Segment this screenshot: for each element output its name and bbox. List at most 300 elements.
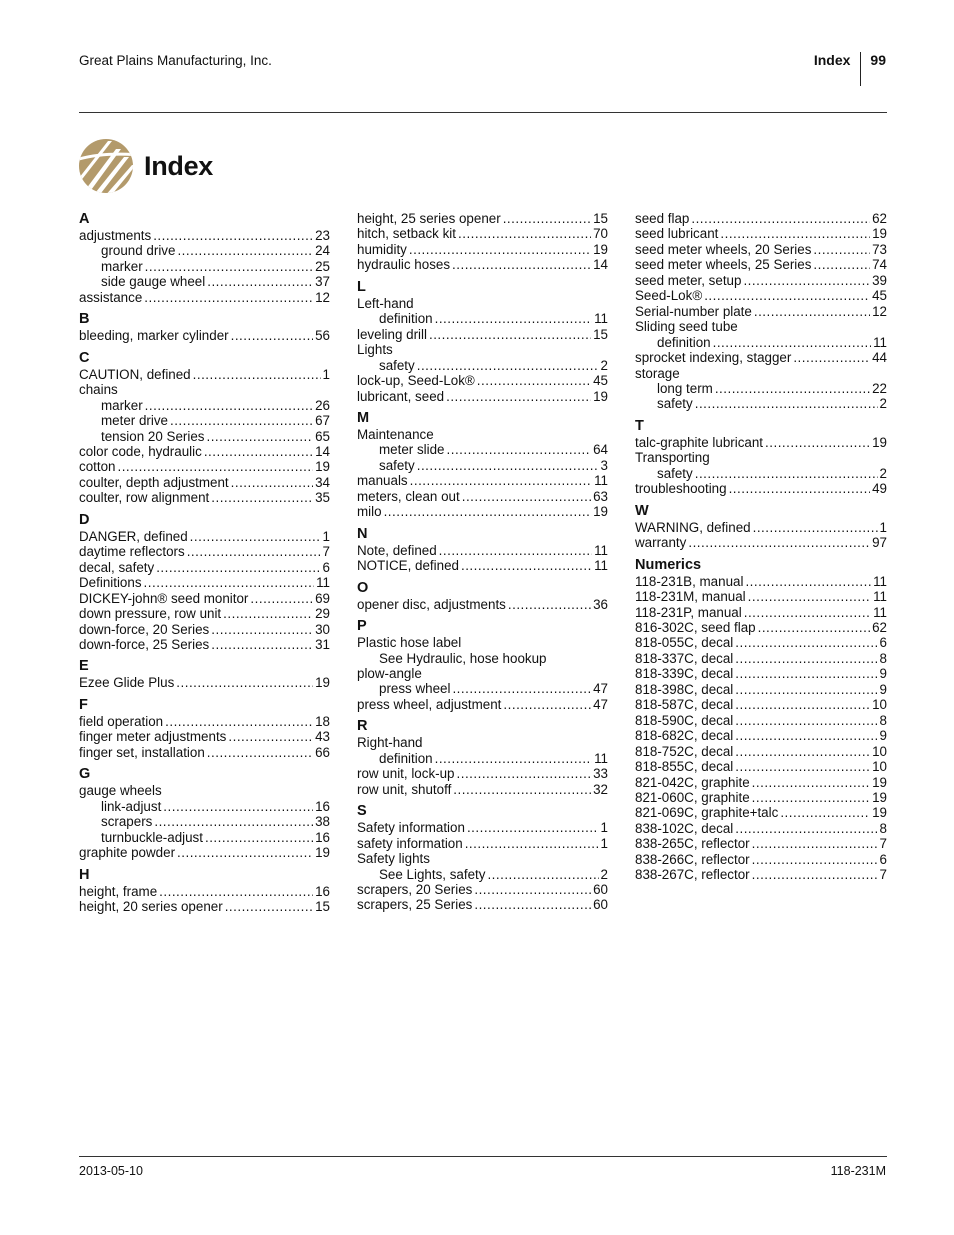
dot-leader bbox=[743, 273, 870, 288]
index-page-ref: 19 bbox=[593, 241, 608, 257]
index-term: Definitions bbox=[79, 575, 142, 591]
dot-leader bbox=[170, 413, 313, 428]
dot-leader bbox=[193, 367, 321, 382]
index-page-ref: 1 bbox=[322, 366, 330, 382]
index-page-ref: 19 bbox=[872, 789, 887, 805]
index-entry bbox=[79, 328, 330, 343]
section-name: Index bbox=[813, 52, 851, 68]
index-entry bbox=[635, 836, 887, 851]
dot-leader bbox=[117, 459, 313, 474]
dot-leader bbox=[206, 429, 313, 444]
index-page-ref: 69 bbox=[315, 590, 330, 606]
index-entry bbox=[635, 620, 887, 635]
title-block bbox=[78, 137, 213, 195]
index-subentry bbox=[79, 799, 330, 814]
index-page-ref: 11 bbox=[873, 604, 887, 620]
dot-leader bbox=[447, 442, 592, 457]
index-term: DANGER, defined bbox=[79, 528, 188, 544]
index-entry bbox=[79, 444, 330, 459]
dot-leader bbox=[735, 744, 870, 759]
index-subentry bbox=[79, 429, 330, 444]
index-page-ref: 62 bbox=[872, 211, 887, 226]
index-letter-heading: D bbox=[79, 511, 90, 528]
index-term: hydraulic hoses bbox=[357, 257, 451, 273]
index-page-ref: 11 bbox=[594, 558, 608, 574]
index-page-ref: 63 bbox=[593, 488, 608, 504]
index-term: milo bbox=[357, 504, 382, 520]
index-term: meters, clean out bbox=[357, 488, 460, 504]
index-term: row unit, lock-up bbox=[357, 766, 455, 782]
index-term: finger meter adjustments bbox=[79, 729, 227, 745]
index-subentry bbox=[357, 458, 608, 473]
index-term: height, 25 series opener bbox=[357, 211, 501, 226]
index-entry bbox=[357, 882, 608, 897]
dot-leader bbox=[752, 836, 878, 851]
index-page-ref: 8 bbox=[879, 650, 887, 666]
index-page-ref: 6 bbox=[879, 851, 887, 867]
dot-leader bbox=[154, 814, 313, 829]
index-entry bbox=[635, 535, 887, 550]
index-entry bbox=[357, 226, 608, 241]
index-topic bbox=[635, 366, 887, 381]
dot-leader bbox=[691, 211, 870, 226]
index-page-ref: 7 bbox=[879, 867, 887, 883]
index-entry bbox=[635, 350, 887, 365]
index-entry bbox=[79, 729, 330, 744]
dot-leader bbox=[813, 242, 870, 257]
index-page-ref: 24 bbox=[315, 243, 330, 259]
index-page-ref: 7 bbox=[322, 544, 330, 560]
index-subentry bbox=[79, 814, 330, 829]
index-term: talc-graphite lubricant bbox=[635, 434, 764, 450]
index-entry bbox=[357, 820, 608, 835]
index-entry bbox=[79, 560, 330, 575]
dot-leader bbox=[144, 290, 313, 305]
index-term: graphite powder bbox=[79, 845, 176, 861]
index-entry bbox=[357, 389, 608, 404]
dot-leader bbox=[145, 259, 313, 274]
index-term: 838-102C, decal bbox=[635, 820, 734, 836]
index-entry bbox=[635, 682, 887, 697]
dot-leader bbox=[474, 882, 591, 897]
index-page-ref: 26 bbox=[315, 397, 330, 413]
dot-leader bbox=[156, 560, 320, 575]
index-term: decal, safety bbox=[79, 559, 155, 575]
index-letter-heading: Numerics bbox=[635, 556, 702, 573]
dot-leader bbox=[435, 751, 592, 766]
index-subentry bbox=[635, 396, 887, 411]
index-term: warranty bbox=[635, 535, 687, 551]
index-term: Safety lights bbox=[357, 851, 430, 867]
index-term: seed lubricant bbox=[635, 226, 719, 242]
dot-leader bbox=[409, 242, 591, 257]
dot-leader bbox=[446, 389, 591, 404]
index-column-2 bbox=[357, 211, 608, 913]
index-entry bbox=[357, 257, 608, 272]
index-entry bbox=[79, 845, 330, 860]
index-term: CAUTION, defined bbox=[79, 366, 191, 382]
index-entry bbox=[79, 745, 330, 760]
index-page-ref: 8 bbox=[879, 820, 887, 836]
dot-leader bbox=[204, 444, 313, 459]
dot-leader bbox=[211, 490, 313, 505]
index-page-ref: 2 bbox=[600, 357, 608, 373]
index-term: finger set, installation bbox=[79, 744, 205, 760]
index-letter-heading: W bbox=[635, 502, 649, 519]
index-page-ref: 39 bbox=[872, 272, 887, 288]
index-column-3 bbox=[635, 211, 887, 883]
index-term: 818-398C, decal bbox=[635, 681, 734, 697]
dot-leader bbox=[384, 504, 592, 519]
index-subentry bbox=[635, 335, 887, 350]
footer-rule bbox=[79, 1156, 887, 1157]
dot-leader bbox=[745, 574, 871, 589]
index-page-ref: 11 bbox=[873, 589, 887, 605]
index-page-ref: 14 bbox=[315, 443, 330, 459]
index-term: 838-266C, reflector bbox=[635, 851, 750, 867]
index-page-ref: 15 bbox=[593, 211, 608, 226]
index-term: 818-590C, decal bbox=[635, 712, 734, 728]
index-term: long term bbox=[657, 380, 713, 396]
dot-leader bbox=[753, 520, 878, 535]
index-term: 838-265C, reflector bbox=[635, 836, 750, 852]
index-term: opener disc, adjustments bbox=[357, 596, 506, 612]
index-letter-heading: F bbox=[79, 696, 88, 713]
index-entry bbox=[357, 597, 608, 612]
index-term: scrapers bbox=[101, 814, 153, 830]
dot-leader bbox=[159, 884, 313, 899]
index-entry bbox=[635, 697, 887, 712]
index-page-ref: 45 bbox=[593, 373, 608, 389]
index-entry bbox=[635, 435, 887, 450]
dot-leader bbox=[487, 867, 598, 882]
index-subentry bbox=[357, 751, 608, 766]
index-topic bbox=[357, 651, 608, 666]
dot-leader bbox=[163, 799, 313, 814]
index-letter-heading: T bbox=[635, 417, 644, 434]
index-entry bbox=[635, 852, 887, 867]
index-entry bbox=[79, 575, 330, 590]
index-term: down-force, 25 Series bbox=[79, 636, 210, 652]
dot-leader bbox=[453, 782, 591, 797]
index-term: troubleshooting bbox=[635, 481, 727, 497]
index-topic bbox=[79, 382, 330, 397]
index-entry bbox=[635, 605, 887, 620]
index-term: scrapers, 25 Series bbox=[357, 897, 473, 913]
dot-leader bbox=[508, 597, 591, 612]
index-term: safety information bbox=[357, 835, 463, 851]
index-term: manuals bbox=[357, 473, 408, 489]
index-topic bbox=[635, 450, 887, 465]
index-term: down-force, 20 Series bbox=[79, 621, 210, 637]
index-page-ref: 11 bbox=[594, 311, 608, 327]
index-page-ref: 11 bbox=[873, 334, 887, 350]
index-page-ref: 11 bbox=[594, 473, 608, 489]
index-subentry bbox=[357, 442, 608, 457]
index-entry bbox=[357, 697, 608, 712]
index-subentry bbox=[79, 274, 330, 289]
index-term: bleeding, marker cylinder bbox=[79, 328, 229, 344]
page-header bbox=[814, 52, 886, 86]
dot-leader bbox=[231, 475, 313, 490]
index-term: sprocket indexing, stagger bbox=[635, 350, 792, 366]
index-entry bbox=[357, 558, 608, 573]
footer-doc-number: 118-231M bbox=[830, 1164, 886, 1178]
index-page-ref: 25 bbox=[315, 258, 330, 274]
index-term: ground drive bbox=[101, 243, 176, 259]
dot-leader bbox=[744, 605, 871, 620]
index-entry bbox=[79, 544, 330, 559]
index-entry bbox=[357, 543, 608, 558]
dot-leader bbox=[211, 622, 313, 637]
index-entry bbox=[635, 273, 887, 288]
dot-leader bbox=[695, 466, 878, 481]
index-term: marker bbox=[101, 258, 143, 274]
index-entry bbox=[635, 713, 887, 728]
index-page-ref: 1 bbox=[879, 519, 887, 535]
index-letter-heading: A bbox=[79, 211, 90, 227]
index-entry bbox=[635, 666, 887, 681]
index-entry bbox=[635, 304, 887, 319]
index-page-ref: 36 bbox=[593, 596, 608, 612]
index-term: Safety information bbox=[357, 820, 465, 836]
index-term: 118-231P, manual bbox=[635, 604, 742, 620]
index-entry bbox=[635, 775, 887, 790]
index-letter-heading: R bbox=[357, 718, 368, 735]
dot-leader bbox=[780, 805, 870, 820]
index-entry bbox=[635, 635, 887, 650]
index-subentry bbox=[79, 259, 330, 274]
index-term: definition bbox=[379, 750, 433, 766]
index-page-ref: 16 bbox=[315, 829, 330, 845]
dot-leader bbox=[452, 257, 591, 272]
index-page-ref: 14 bbox=[593, 257, 608, 273]
footer-date: 2013-05-10 bbox=[79, 1164, 143, 1178]
index-page-ref: 30 bbox=[315, 621, 330, 637]
header-rule bbox=[79, 112, 887, 113]
index-term: Ezee Glide Plus bbox=[79, 675, 175, 691]
index-entry bbox=[635, 728, 887, 743]
index-term: coulter, row alignment bbox=[79, 490, 210, 506]
dot-leader bbox=[474, 897, 591, 912]
index-letter-heading: H bbox=[79, 866, 90, 883]
index-page-ref: 1 bbox=[600, 820, 608, 836]
index-entry bbox=[79, 606, 330, 621]
dot-leader bbox=[211, 637, 313, 652]
index-page-ref: 38 bbox=[315, 814, 330, 830]
index-topic bbox=[79, 783, 330, 798]
dot-leader bbox=[735, 759, 870, 774]
dot-leader bbox=[748, 589, 871, 604]
index-term: Plastic hose label bbox=[357, 635, 462, 651]
index-term: 821-069C, graphite+talc bbox=[635, 805, 779, 821]
index-page-ref: 11 bbox=[594, 750, 608, 766]
dot-leader bbox=[429, 327, 591, 342]
index-page-ref: 12 bbox=[872, 303, 887, 319]
index-page-ref: 65 bbox=[315, 428, 330, 444]
index-page-ref: 74 bbox=[872, 257, 887, 273]
dot-leader bbox=[735, 697, 870, 712]
index-letter-heading: N bbox=[357, 525, 368, 542]
index-term: definition bbox=[657, 334, 711, 350]
index-page-ref: 23 bbox=[315, 228, 330, 243]
index-entry bbox=[357, 897, 608, 912]
index-page-ref: 62 bbox=[872, 619, 887, 635]
index-page-ref: 67 bbox=[315, 413, 330, 429]
index-page-ref: 2 bbox=[600, 866, 608, 882]
dot-leader bbox=[231, 328, 313, 343]
index-term: field operation bbox=[79, 713, 164, 729]
dot-leader bbox=[752, 852, 878, 867]
dot-leader bbox=[250, 591, 313, 606]
index-entry bbox=[635, 589, 887, 604]
index-page-ref: 11 bbox=[594, 542, 608, 558]
dot-leader bbox=[435, 311, 592, 326]
dot-leader bbox=[461, 558, 592, 573]
dot-leader bbox=[735, 635, 877, 650]
index-letter-heading: P bbox=[357, 618, 367, 635]
dot-leader bbox=[503, 211, 591, 226]
index-page-ref: 34 bbox=[315, 474, 330, 490]
company-name: Great Plains Manufacturing, Inc. bbox=[79, 53, 272, 68]
index-entry bbox=[79, 637, 330, 652]
index-page-ref: 45 bbox=[872, 288, 887, 304]
index-letter-heading: C bbox=[79, 349, 90, 366]
index-subentry bbox=[79, 830, 330, 845]
index-entry bbox=[79, 475, 330, 490]
dot-leader bbox=[452, 681, 591, 696]
index-page-ref: 49 bbox=[872, 481, 887, 497]
index-page-ref: 19 bbox=[872, 434, 887, 450]
index-term: Transporting bbox=[635, 450, 710, 466]
index-term: tension 20 Series bbox=[101, 428, 205, 444]
index-topic bbox=[357, 735, 608, 750]
dot-leader bbox=[752, 790, 870, 805]
index-entry bbox=[79, 290, 330, 305]
dot-leader bbox=[688, 535, 870, 550]
dot-leader bbox=[439, 543, 592, 558]
dot-leader bbox=[465, 836, 599, 851]
index-term: Right-hand bbox=[357, 735, 423, 751]
index-entry bbox=[79, 714, 330, 729]
index-term: color code, hydraulic bbox=[79, 443, 202, 459]
index-term: See Lights, safety bbox=[379, 866, 486, 882]
index-term: 818-337C, decal bbox=[635, 650, 734, 666]
index-page-ref: 43 bbox=[315, 729, 330, 745]
index-page-ref: 19 bbox=[872, 805, 887, 821]
index-page-ref: 73 bbox=[872, 241, 887, 257]
index-term: side gauge wheel bbox=[101, 274, 206, 290]
index-term: Seed-Lok® bbox=[635, 288, 703, 304]
index-letter-heading: G bbox=[79, 766, 91, 783]
index-entry bbox=[79, 367, 330, 382]
index-term: 821-042C, graphite bbox=[635, 774, 750, 790]
dot-leader bbox=[417, 358, 599, 373]
index-entry bbox=[357, 836, 608, 851]
index-page-ref: 60 bbox=[593, 897, 608, 913]
index-entry bbox=[357, 489, 608, 504]
dot-leader bbox=[228, 729, 313, 744]
index-term: meter drive bbox=[101, 413, 168, 429]
index-term: storage bbox=[635, 365, 680, 381]
index-term: seed meter wheels, 20 Series bbox=[635, 241, 812, 257]
index-entry bbox=[79, 899, 330, 914]
index-term: 821-060C, graphite bbox=[635, 789, 750, 805]
index-entry bbox=[357, 211, 608, 226]
index-subentry bbox=[635, 466, 887, 481]
index-term: marker bbox=[101, 397, 143, 413]
page-title: Index bbox=[144, 150, 214, 181]
index-page-ref: 6 bbox=[322, 559, 330, 575]
dot-leader bbox=[704, 288, 870, 303]
dot-leader bbox=[713, 335, 871, 350]
index-term: 816-302C, seed flap bbox=[635, 619, 756, 635]
index-page-ref: 10 bbox=[872, 759, 887, 775]
index-entry bbox=[79, 228, 330, 243]
index-term: 838-267C, reflector bbox=[635, 867, 750, 883]
index-term: leveling drill bbox=[357, 326, 427, 342]
index-letter-heading: S bbox=[357, 803, 367, 820]
dot-leader bbox=[503, 697, 591, 712]
dot-leader bbox=[190, 529, 321, 544]
index-term: press wheel, adjustment bbox=[357, 696, 502, 712]
index-page-ref: 70 bbox=[593, 226, 608, 242]
index-entry bbox=[79, 884, 330, 899]
index-topic bbox=[357, 296, 608, 311]
index-term: daytime reflectors bbox=[79, 544, 185, 560]
dot-leader bbox=[177, 243, 313, 258]
index-letter-heading: E bbox=[79, 658, 89, 675]
index-page-ref: 47 bbox=[593, 696, 608, 712]
index-letter-heading: L bbox=[357, 278, 366, 295]
index-topic bbox=[357, 427, 608, 442]
index-entry bbox=[357, 473, 608, 488]
index-subentry bbox=[357, 681, 608, 696]
index-subentry bbox=[79, 398, 330, 413]
index-entry bbox=[79, 459, 330, 474]
dot-leader bbox=[457, 766, 592, 781]
index-page-ref: 31 bbox=[315, 636, 330, 652]
dot-leader bbox=[207, 745, 313, 760]
dot-leader bbox=[735, 728, 877, 743]
index-letter-heading: O bbox=[357, 579, 369, 596]
index-letter-heading: M bbox=[357, 409, 370, 426]
index-page-ref: 9 bbox=[879, 666, 887, 682]
index-topic bbox=[357, 851, 608, 866]
index-entry bbox=[357, 766, 608, 781]
index-entry bbox=[79, 591, 330, 606]
dot-leader bbox=[735, 682, 877, 697]
index-page-ref: 56 bbox=[315, 328, 330, 344]
index-page-ref: 60 bbox=[593, 881, 608, 897]
dot-leader bbox=[205, 830, 313, 845]
index-letter-heading: B bbox=[79, 311, 90, 328]
index-term: definition bbox=[379, 311, 433, 327]
index-page-ref: 2 bbox=[879, 396, 887, 412]
index-entry bbox=[635, 257, 887, 272]
index-page-ref: 97 bbox=[872, 535, 887, 551]
dot-leader bbox=[735, 666, 877, 681]
index-page-ref: 6 bbox=[879, 635, 887, 651]
index-term: seed meter wheels, 25 Series bbox=[635, 257, 812, 273]
index-entry bbox=[79, 529, 330, 544]
index-term: height, 20 series opener bbox=[79, 898, 223, 914]
index-page-ref: 10 bbox=[872, 697, 887, 713]
index-entry bbox=[357, 242, 608, 257]
index-term: 818-339C, decal bbox=[635, 666, 734, 682]
dot-leader bbox=[754, 304, 870, 319]
dot-leader bbox=[165, 714, 313, 729]
